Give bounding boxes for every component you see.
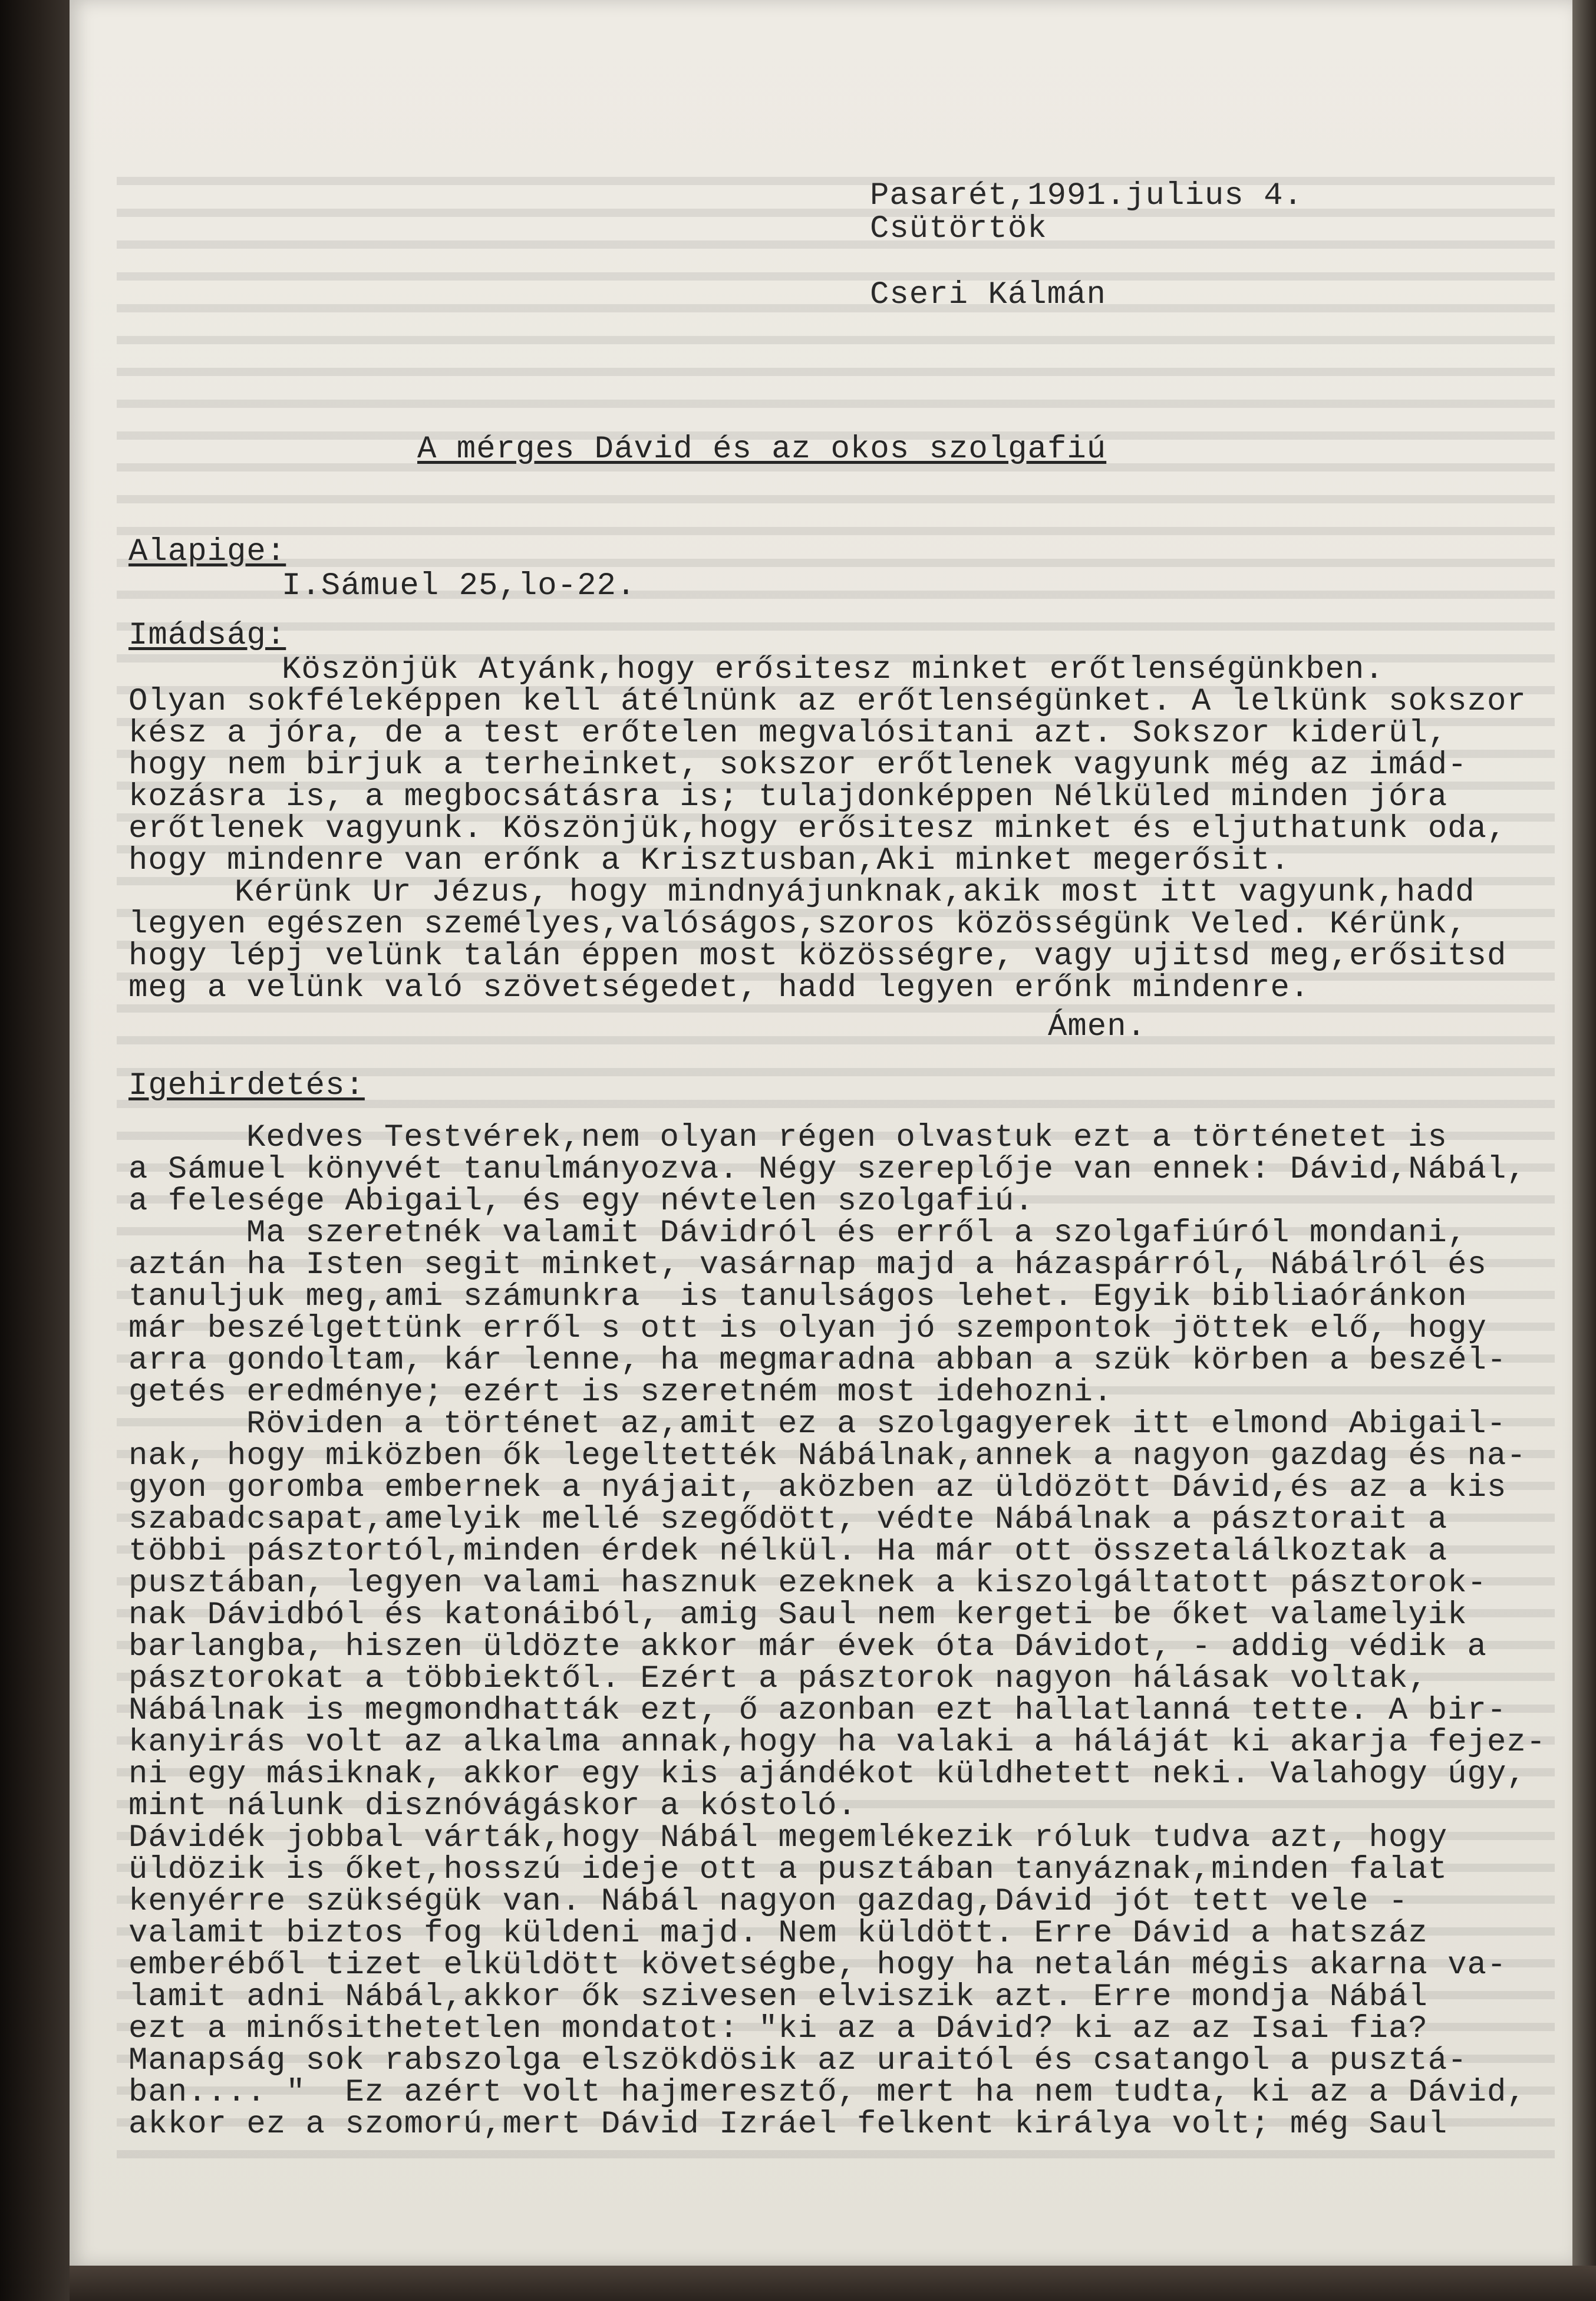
sermon-line: getés eredménye; ezért is szeretném most idehozni. <box>128 1374 1113 1410</box>
sermon-line: a felesége Abigail, és egy névtelen szolgafiú. <box>128 1184 1034 1219</box>
sermon-line: ezt a minősithetetlen mondatot: "ki az a Dávid? ki az az Isai fia? <box>128 2011 1428 2047</box>
prayer-line: hogy lépj velünk talán éppen most közösségre, vagy ujitsd meg,erősitsd <box>128 938 1507 974</box>
igehirdetes-label: Igehirdetés: <box>128 1068 365 1104</box>
prayer-line: Köszönjük Atyánk,hogy erősitesz minket erőtlenségünkben. <box>282 652 1384 688</box>
sermon-line: arra gondoltam, kár lenne, ha megmaradna abban a szük körben a beszél- <box>128 1343 1507 1379</box>
sermon-line: üldözik is őket,hosszú ideje ott a pusztában tanyáznak,minden falat <box>128 1852 1448 1888</box>
sermon-line: emberéből tizet elküldött követségbe, hogy ha netalán mégis akarna va- <box>128 1947 1507 1983</box>
binder-edge <box>0 0 70 2301</box>
date-line: Pasarét,1991.julius 4. <box>870 178 1303 214</box>
sermon-line: barlangba, hiszen üldözte akkor már évek óta Dávidot, - addig védik a <box>128 1629 1487 1665</box>
sermon-line: nak, hogy miközben ők legeltették Nábálnak,annek a nagyon gazdag és na- <box>128 1438 1526 1474</box>
sermon-title: A mérges Dávid és az okos szolgafiú <box>417 431 1107 467</box>
sermon-line: mint nálunk disznóvágáskor a kóstoló. <box>128 1788 857 1824</box>
sermon-line: szabadcsapat,amelyik mellé szegődött, védte Nábálnak a pásztorait a <box>128 1502 1448 1538</box>
alapige-label: Alapige: <box>128 534 286 570</box>
prayer-line: kozásra is, a megbocsátásra is; tulajdonképpen Nélküled minden jóra <box>128 779 1448 815</box>
typewritten-page <box>70 0 1572 2266</box>
prayer-line: Olyan sokféleképpen kell átélnünk az erőtlenségünket. A lelkünk sokszor <box>128 684 1526 720</box>
bottom-edge <box>70 2266 1596 2301</box>
sermon-line: tanuljuk meg,ami számunkra is tanulságos lehet. Egyik bibliaóránkon <box>128 1279 1468 1315</box>
sermon-line: ban.... " Ez azért volt hajmeresztő, mert ha nem tudta, ki az a Dávid, <box>128 2075 1526 2111</box>
prayer-line: legyen egészen személyes,valóságos,szoros közösségünk Veled. Kérünk, <box>128 906 1468 942</box>
day-line: Csütörtök <box>870 211 1047 247</box>
sermon-line: kenyérre szükségük van. Nábál nagyon gazdag,Dávid jót tett vele - <box>128 1884 1409 1920</box>
prayer-line: meg a velünk való szövetségedet, hadd legyen erőnk mindenre. <box>128 970 1310 1006</box>
sermon-line: már beszélgettünk erről s ott is olyan jó szempontok jöttek elő, hogy <box>128 1311 1487 1347</box>
prayer-line: erőtlenek vagyunk. Köszönjük,hogy erősitesz minket és eljuthatunk oda, <box>128 811 1507 847</box>
sermon-line: pusztában, legyen valami hasznuk ezeknek a kiszolgáltatott pásztorok- <box>128 1565 1487 1601</box>
sermon-line: akkor ez a szomorú,mert Dávid Izráel felkent királya volt; még Saul <box>128 2106 1448 2142</box>
sermon-line: ni egy másiknak, akkor egy kis ajándékot küldhetett neki. Valahogy úgy, <box>128 1756 1526 1792</box>
prayer-line: hogy mindenre van erőnk a Krisztusban,Aki minket megerősit. <box>128 843 1290 879</box>
sermon-line: kanyirás volt az alkalma annak,hogy ha valaki a háláját ki akarja fejez- <box>128 1725 1546 1761</box>
sermon-line: gyon goromba embernek a nyájait, aközben az üldözött Dávid,és az a kis <box>128 1470 1507 1506</box>
amen: Ámen. <box>1048 1009 1147 1045</box>
sermon-line: Kedves Testvérek,nem olyan régen olvastuk ezt a történetet is <box>246 1120 1447 1156</box>
sermon-line: többi pásztortól,minden érdek nélkül. Ha már ott összetalálkoztak a <box>128 1534 1448 1570</box>
prayer-line: kész a jóra, de a test erőtelen megvalósitani azt. Sokszor kiderül, <box>128 716 1448 751</box>
right-page-edge <box>1572 0 1596 2301</box>
sermon-line: Ma szeretnék valamit Dávidról és erről a szolgafiúról mondani, <box>246 1215 1468 1251</box>
sermon-line: Manapság sok rabszolga elszökdösik az uraitól és csatangol a pusztá- <box>128 2043 1468 2079</box>
alapige-reference: I.Sámuel 25,lo-22. <box>282 568 637 604</box>
sermon-line: aztán ha Isten segit minket, vasárnap majd a házaspárról, Nábálról és <box>128 1247 1487 1283</box>
sermon-line: lamit adni Nábál,akkor ők szivesen elviszik azt. Erre mondja Nábál <box>128 1979 1428 2015</box>
author-name: Cseri Kálmán <box>870 277 1106 313</box>
sermon-line: a Sámuel könyvét tanulmányozva. Négy szereplője van ennek: Dávid,Nábál, <box>128 1152 1526 1188</box>
sermon-line: pásztorokat a többiektől. Ezért a pásztorok nagyon hálásak voltak, <box>128 1661 1428 1697</box>
sermon-line: valamit biztos fog küldeni majd. Nem küldött. Erre Dávid a hatszáz <box>128 1916 1428 1951</box>
sermon-line: Nábálnak is megmondhatták ezt, ő azonban ezt hallatlanná tette. A bir- <box>128 1693 1507 1729</box>
prayer-line: hogy nem birjuk a terheinket, sokszor erőtlenek vagyunk még az imád- <box>128 747 1468 783</box>
sermon-line: Röviden a történet az,amit ez a szolgagyerek itt elmond Abigail- <box>246 1406 1506 1442</box>
prayer-line: Kérünk Ur Jézus, hogy mindnyájunknak,akik most itt vagyunk,hadd <box>235 875 1475 911</box>
sermon-line: nak Dávidból és katonáiból, amig Saul nem kergeti be őket valamelyik <box>128 1597 1468 1633</box>
sermon-line: Dávidék jobbal várták,hogy Nábál megemlékezik róluk tudva azt, hogy <box>128 1820 1448 1856</box>
imadsag-label: Imádság: <box>128 618 286 654</box>
